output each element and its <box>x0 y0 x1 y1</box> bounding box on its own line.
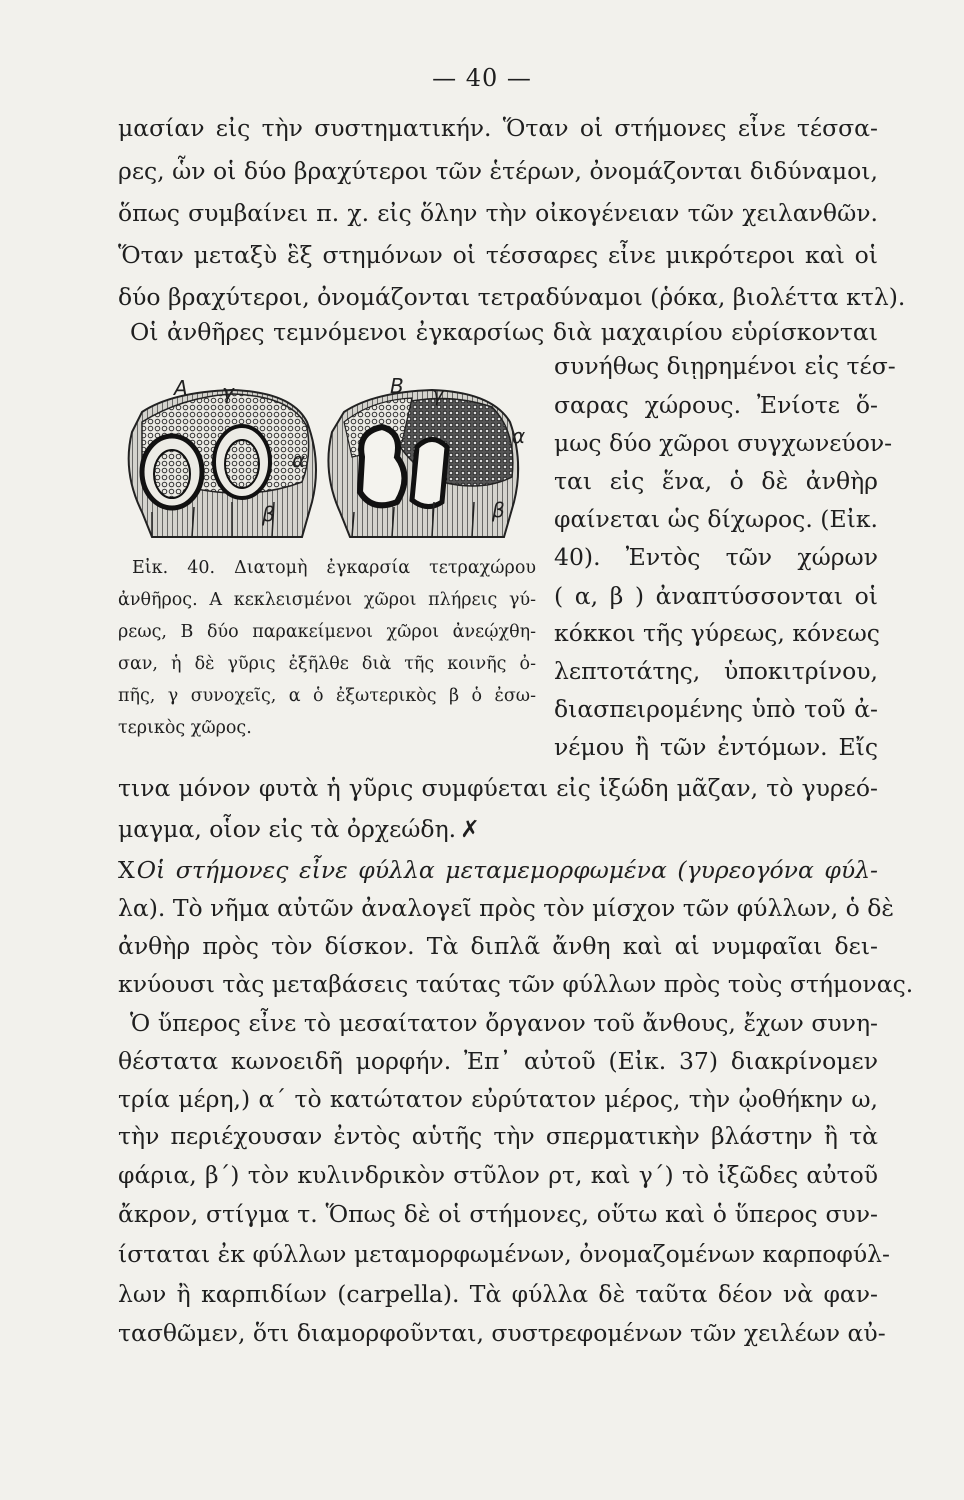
text-line: τὴν περιέχουσαν ἐντὸς αὑτῆς τὴν σπερματικὴν βλάστην ἢ τὰ <box>118 1122 878 1150</box>
text-line: μασίαν εἰς τὴν συστηματικήν. Ὅταν οἱ στήμονες εἶνε τέσσα- <box>118 114 878 142</box>
text-line: τασθῶμεν, ὅτι διαμορφοῦνται, συστρεφομένων τῶν χειλέων αὐ- <box>118 1319 886 1347</box>
text-line: φάρια, β΄) τὸν κυλινδρικὸν στῦλον ρτ, καὶ γ΄) τὸ ἰξῶδες αὐτοῦ <box>118 1161 878 1189</box>
text-line: 40). Ἐντὸς τῶν χώρων <box>554 543 878 571</box>
figure-b-drawing <box>328 390 518 537</box>
text-line: λα). Τὸ νῆμα αὐτῶν ἀναλογεῖ πρὸς τὸν μίσχον τῶν φύλλων, ὁ δὲ <box>118 894 895 922</box>
text-line: Ὅταν μεταξὺ ἓξ στημόνων οἱ τέσσαρες εἶνε μικρότεροι καὶ οἱ <box>118 241 878 269</box>
text-line: μως δύο χῶροι συγχωνεύον- <box>554 429 893 457</box>
figure-label-beta: β <box>492 498 505 522</box>
text-line: λων ἢ καρπιδίων (carpella). Τὰ φύλλα δὲ ταῦτα δέον νὰ φαν- <box>118 1280 878 1308</box>
text-line: Ὁ ὕπερος εἶνε τὸ μεσαίτατον ὄργανον τοῦ ἄνθους, ἔχων συνη- <box>130 1009 878 1037</box>
text-line: θέστατα κωνοειδῆ μορφήν. Ἐπ᾽ αὐτοῦ (Εἰκ. 37) διακρίνομεν <box>118 1047 878 1075</box>
text-line: δύο βραχύτεροι, ὀνομάζονται τετραδύναμοι (ῥόκα, βιολέττα κτλ). <box>118 283 906 311</box>
text-line: ἄκρον, στίγμα τ. Ὅπως δὲ οἱ στήμονες, οὕτω καὶ ὁ ὕπερος συν- <box>118 1200 878 1228</box>
figure-label-b: B <box>390 374 404 398</box>
text-line: λεπτοτάτης, ὑποκιτρίνου, <box>554 657 878 685</box>
margin-mark: X <box>118 856 135 884</box>
text-line: ίσταται ἐκ φύλλων μεταμορφωμένων, ὀνομαζομένων καρποφύλ- <box>118 1240 890 1268</box>
text-line: συνήθως διῃρημένοι εἰς τέσ- <box>554 352 896 380</box>
text-line <box>118 814 878 844</box>
text-line: τινα μόνον φυτὰ ἡ γῦρις συμφύεται εἰς ἰξώδη μᾶζαν, τὸ γυρεό- <box>118 774 878 802</box>
text-line: κόκκοι τῆς γύρεως, κόνεως <box>554 619 880 647</box>
figure-label-alpha: α <box>292 448 306 472</box>
figure-label-beta: β <box>262 502 275 526</box>
text-line <box>118 855 878 885</box>
figure-a-drawing <box>129 390 316 537</box>
text-line: ( α, β ) ἀναπτύσσονται οἱ <box>554 582 878 610</box>
text-line: νέμου ἢ τῶν ἐντόμων. Εἴς <box>554 733 878 761</box>
text-line: φαίνεται ὡς δίχωρος. (Εἰκ. <box>554 505 878 533</box>
text-line: ὅπως συμβαίνει π. χ. εἰς ὅλην τὴν οἰκογένειαν τῶν χειλανθῶν. <box>118 199 878 227</box>
page-number: — 40 — <box>432 64 532 92</box>
anther-cross-section-figure <box>112 362 540 542</box>
figure-label-gamma: γ <box>222 380 234 404</box>
text-line: ται εἰς ἕνα, ὁ δὲ ἀνθὴρ <box>554 467 878 495</box>
figure-label-a: A <box>174 376 188 400</box>
text-line: ἀνθὴρ πρὸς τὸν δίσκον. Τὰ διπλᾶ ἄνθη καὶ αἱ νυμφαῖαι δει- <box>118 932 878 960</box>
text-line: σαρας χώρους. Ἐνίοτε ὅ- <box>554 391 878 419</box>
margin-mark: ✗ <box>460 815 480 843</box>
figure-label-gamma: γ <box>432 382 444 406</box>
text-span: Οἱ στήμονες εἶνε φύλλα μεταμεμορφωμένα (γυρεογόνα φύλ- <box>136 856 878 884</box>
text-line: κνύουσι τὰς μεταβάσεις ταύτας τῶν φύλλων πρὸς τοὺς στήμονας. <box>118 970 914 998</box>
text-line: Οἱ ἀνθῆρες τεμνόμενοι ἐγκαρσίως διὰ μαχαιρίου εὑρίσκονται <box>130 318 878 346</box>
text-line: διασπειρομένης ὑπὸ τοῦ ἀ- <box>554 695 878 723</box>
figure-label-alpha: α <box>512 424 526 448</box>
text-span: μαγμα, οἷον εἰς τὰ ὀρχεώδη. <box>118 815 457 843</box>
text-line: τρία μέρη,) α΄ τὸ κατώτατον εὐρύτατον μέρος, τὴν ᾠοθήκην ω, <box>118 1085 878 1113</box>
text-line: ρες, ὧν οἱ δύο βραχύτεροι τῶν ἑτέρων, ὀνομάζονται διδύναμοι, <box>118 157 878 185</box>
